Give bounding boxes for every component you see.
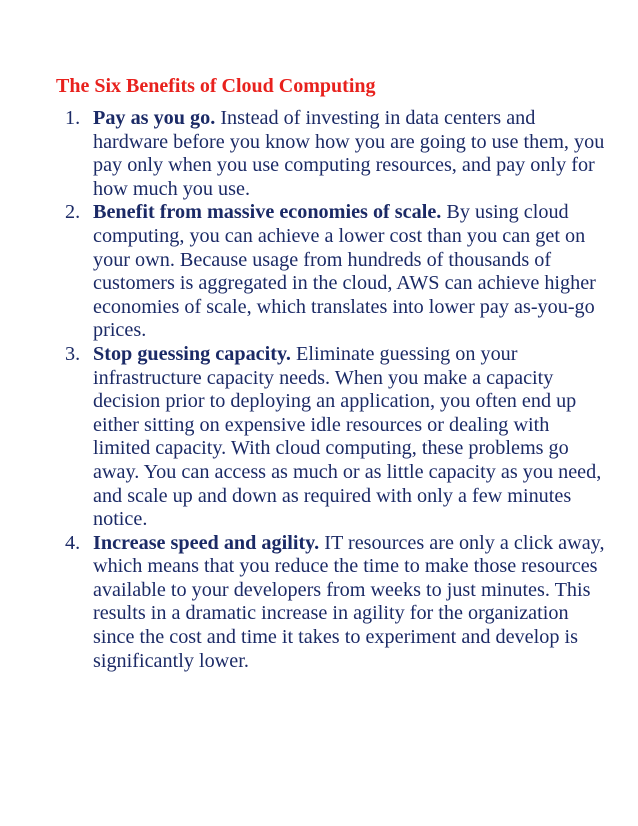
item-heading: Benefit from massive economies of scale.	[93, 201, 442, 224]
list-item	[0, 107, 608, 201]
item-body: Eliminate guessing on your infrastructure capacity needs. When you make a capacity decision prior to deploying an application, you often end up either sitting on expensive idle resources or dealing with limited capacity. With cloud computing, these problems go away. You can access as much or as little capacity as you need, and scale up and down as required with only a few minutes notice.	[93, 342, 602, 531]
item-body: By using cloud computing, you can achieve a lower cost than you can get on your own. Because usage from hundreds of thousands of customers is aggregated in the cloud, AWS can achieve higher economies of scale, which translates into lower pay as-you-go prices.	[93, 201, 596, 342]
item-heading: Increase speed and agility.	[93, 531, 320, 554]
item-body: IT resources are only a click away, which means that you reduce the time to make those resources available to your developers from weeks to just minutes. This results in a dramatic increase in agility for the organization since the cost and time it takes to experiment and develop is significantly lower.	[93, 531, 605, 672]
item-number: 4.	[65, 531, 81, 554]
item-heading: Pay as you go.	[93, 107, 216, 129]
document-title: The Six Benefits of Cloud Computing	[56, 75, 376, 97]
item-number: 2.	[65, 201, 81, 224]
item-body: Instead of investing in data centers and hardware before you know how you are going to use them, you pay only when you use computing resources, and pay only for how much you use.	[93, 107, 605, 200]
item-number: 1.	[65, 107, 81, 129]
list-item	[0, 201, 608, 343]
item-number: 3.	[65, 342, 81, 365]
list-item	[0, 343, 608, 532]
item-heading: Stop guessing capacity.	[93, 342, 291, 365]
list-item	[0, 532, 608, 674]
benefits-list	[0, 107, 638, 673]
